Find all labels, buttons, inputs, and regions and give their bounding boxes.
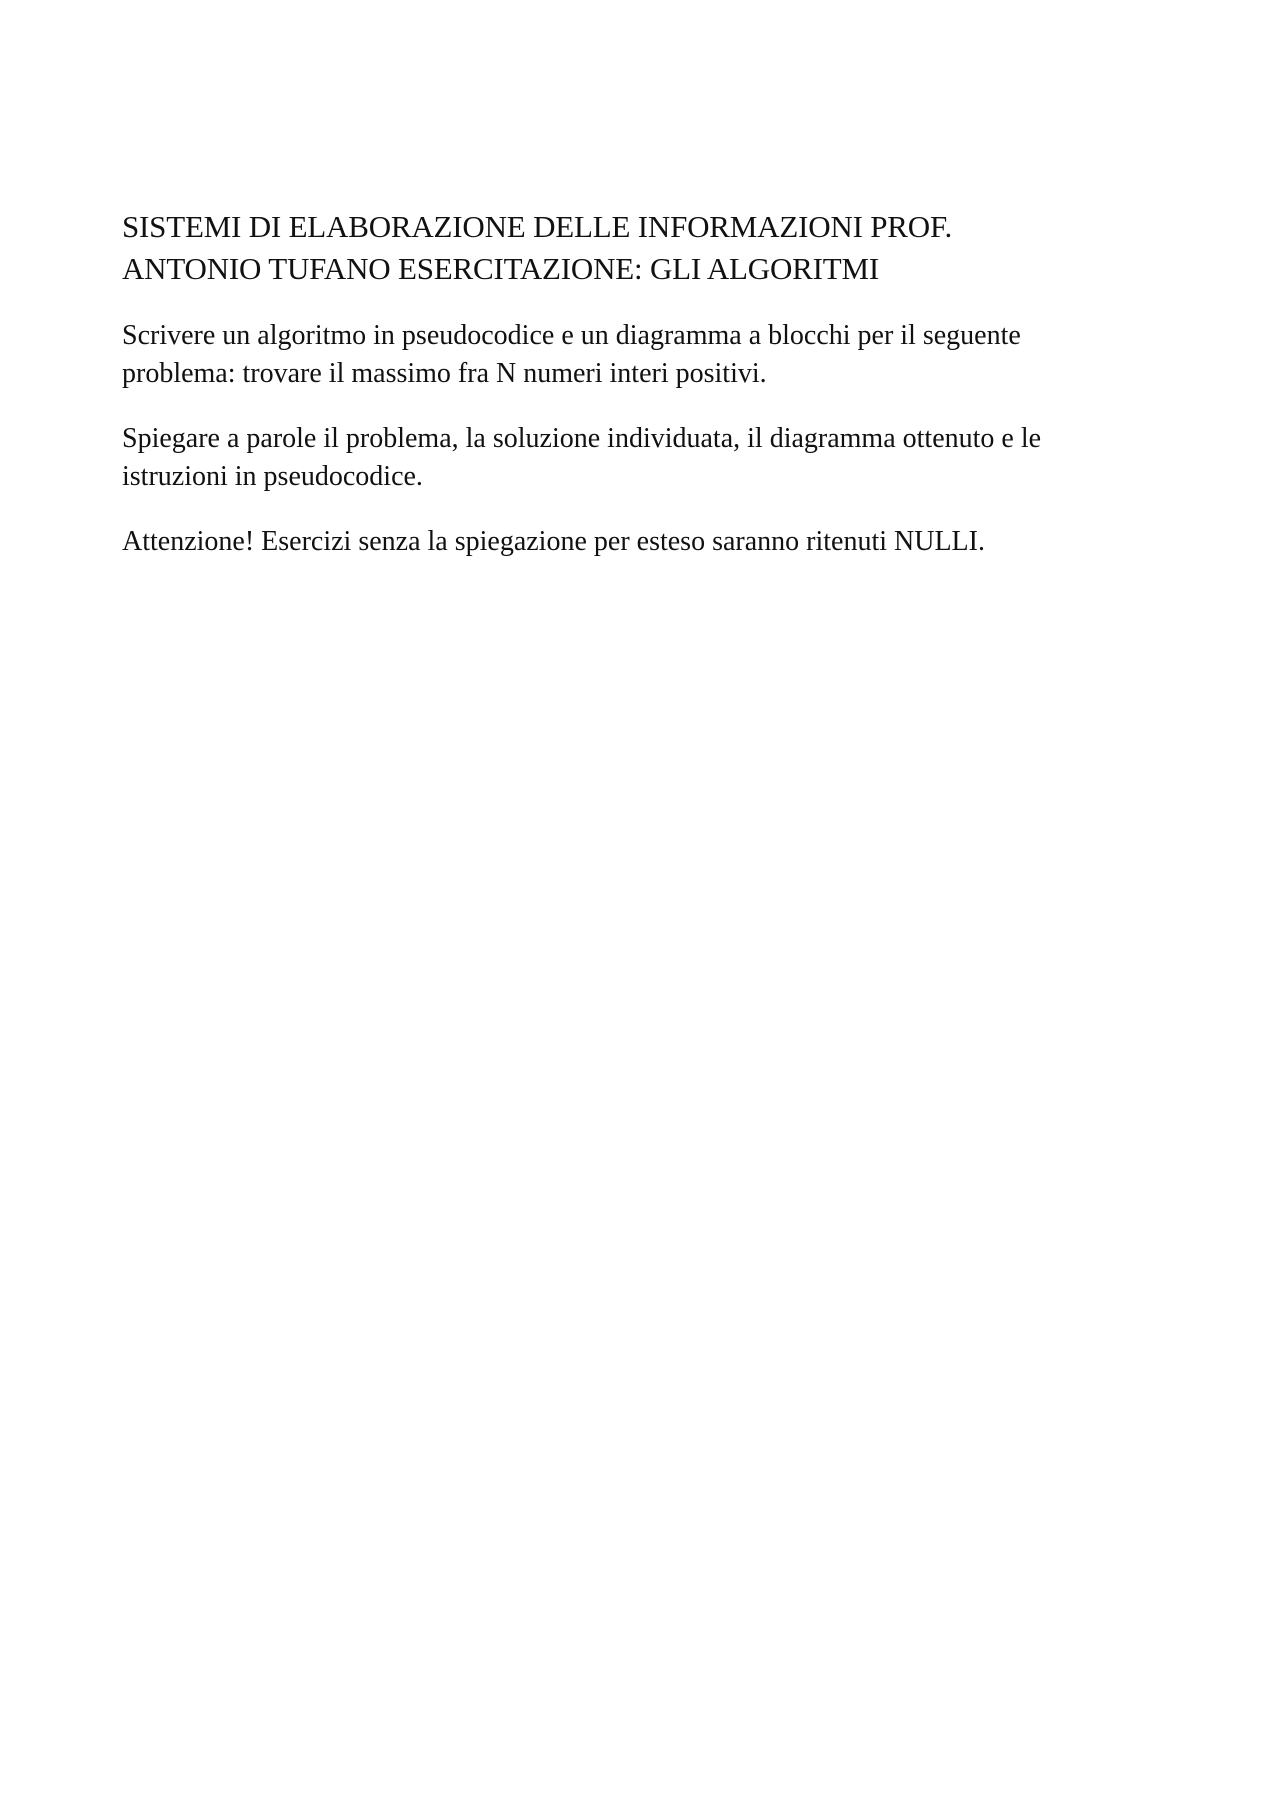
explanation-paragraph [122, 420, 1172, 496]
instruction-paragraph [122, 317, 1172, 393]
paragraph-line: problema: trovare il massimo fra N numeri interi positivi. [122, 358, 767, 389]
warning-paragraph [122, 523, 1172, 561]
document-title [122, 206, 1172, 290]
document-body [122, 206, 1172, 561]
document-title-line: SISTEMI DI ELABORAZIONE DELLE INFORMAZIONI PROF. [122, 209, 953, 244]
paragraph-line: istruzioni in pseudocodice. [122, 461, 423, 492]
paragraph-line: Attenzione! Esercizi senza la spiegazione per esteso saranno ritenuti NULLI. [122, 526, 985, 557]
paragraph-line: Spiegare a parole il problema, la soluzione individuata, il diagramma ottenuto e le [122, 423, 1042, 454]
document-title-line: ANTONIO TUFANO ESERCITAZIONE: GLI ALGORITMI [122, 251, 879, 286]
paragraph-line: Scrivere un algoritmo in pseudocodice e un diagramma a blocchi per il seguente [122, 320, 1021, 351]
